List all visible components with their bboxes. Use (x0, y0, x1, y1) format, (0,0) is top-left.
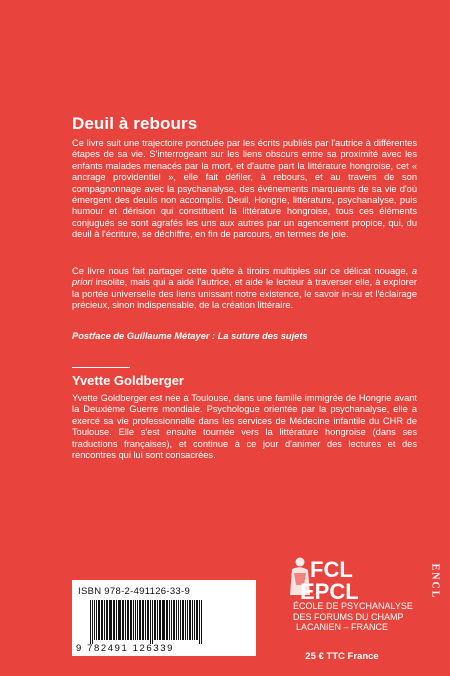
barcode-panel (72, 580, 256, 656)
barcode-bar (118, 600, 121, 640)
barcode-bar (162, 600, 165, 640)
summary-paragraph-1: Ce livre suit une trajectoire ponctuée par les écrits publiés par l'autrice à différentes étapes de sa vie. S'interrogeant sur les liens obscurs entre sa proximité avec les enfants malades menacés par la mort, et d'autre part la littérature hongroise, cet « ancrage providentiel », elle fait défiler, à rebours, et au travers de son compagnonnage avec la psychanalyse, des événements marquants de sa vie d'où émergent des deuils non accomplis. Deuil, Hongrie, littérature, psychanalyse, puis humour et dérision qui constituent la littérature hongroise, tous ces éléments conjugués se sont agrafés les uns aux autres par un agencement propice, qui, du deuil à l'écriture, se déchiffre, en fin de parcours, en termes de joie. (72, 138, 417, 240)
summary-paragraph-2-end: insolite, mais qui a aidé l'autrice, et aide le lecteur à traverser elle, à explorer la portée universelle des liens unissant notre existence, le savoir in-su et l'éclairage précieux, sinon indispensable, de la création littéraire. (72, 277, 417, 311)
publisher-logo (286, 555, 398, 601)
barcode-bar (139, 600, 141, 640)
barcode-bar (201, 600, 202, 644)
barcode-bar (192, 600, 193, 640)
publisher-name (293, 601, 413, 633)
publisher-line-1: ÉCOLE DE PSYCHANALYSE (293, 601, 413, 611)
barcode-bar (94, 600, 95, 640)
isbn-digits: 9 782491 126339 (76, 643, 174, 654)
barcode-bar (187, 600, 188, 640)
spine-label-text: ENCL (429, 563, 441, 600)
barcode-bar (178, 600, 179, 640)
barcode-bar (150, 600, 151, 644)
barcode-bar (173, 600, 175, 640)
barcode-bar (152, 600, 153, 644)
barcode-bar (104, 600, 105, 640)
barcode-bar (101, 600, 103, 640)
barcode-bar (199, 600, 200, 644)
barcode-bar (90, 600, 91, 644)
summary-paragraph-2 (72, 266, 417, 312)
barcode-bar (106, 600, 108, 640)
publisher-line-3: LACANIEN – FRANCE (295, 622, 389, 632)
book-title: Deuil à rebours (72, 114, 198, 133)
barcode-bar (137, 600, 138, 640)
barcode-bar (142, 600, 144, 640)
barcode-bar (145, 600, 146, 640)
isbn-barcode (88, 600, 240, 644)
summary-paragraph-2-italic: a priori (72, 266, 417, 288)
barcode-bar (135, 600, 136, 640)
barcode-bar (98, 600, 100, 640)
barcode-bar (133, 600, 134, 640)
logo-fcl-text: FCL (310, 557, 353, 582)
barcode-bar (189, 600, 191, 640)
barcode-bar (122, 600, 124, 640)
summary-paragraph-2-start: Ce livre nous fait partager cette quête à tiroirs multiples sur ce délicat nouage, (72, 266, 412, 276)
barcode-bar (96, 600, 97, 640)
barcode-bar (109, 600, 112, 640)
barcode-bar (166, 600, 168, 640)
publisher-line-2: DES FORUMS DU CHAMP (293, 611, 404, 622)
barcode-bar (130, 600, 132, 640)
barcode-bar (176, 600, 177, 640)
price-label: 25 € TTC France (305, 651, 379, 662)
barcode-bar (154, 600, 156, 640)
barcode-bar (185, 600, 186, 640)
barcode-bar (157, 600, 158, 640)
barcode-bar (127, 600, 129, 640)
barcode-bar (159, 600, 161, 640)
section-divider (72, 367, 130, 368)
barcode-bar (92, 600, 93, 644)
postface-credit: Postface de Guillaume Métayer : La suture des sujets (72, 331, 308, 341)
barcode-bar (125, 600, 126, 640)
barcode-bar (116, 600, 117, 640)
author-name: Yvette Goldberger (72, 373, 184, 388)
logo-epcl-text: EPCL (300, 579, 359, 601)
barcode-bar (182, 600, 184, 640)
barcode-bar (194, 600, 195, 640)
barcode-bar (180, 600, 181, 640)
barcode-bar (171, 600, 172, 640)
barcode-bar (113, 600, 115, 640)
author-bio: Yvette Goldberger est née à Toulouse, dans une famille immigrée de Hongrie avant la Deuxième Guerre mondiale. Psychologue orientée par la psychanalyse, elle a exercé sa vie professionnelle dans les services de Médecine infantile du CHR de Toulouse. Elle s'est ensuite tournée vers la littérature hongroise (dans ses traductions françaises), et continue à ce jour d'animer des lectures et des rencontres qui lui sont consacrées. (72, 393, 417, 461)
spine-label (427, 556, 441, 608)
barcode-bar (196, 600, 198, 640)
barcode-bar (169, 600, 170, 640)
isbn-label: ISBN 978-2-491126-33-9 (78, 586, 191, 597)
barcode-bar (147, 600, 149, 640)
